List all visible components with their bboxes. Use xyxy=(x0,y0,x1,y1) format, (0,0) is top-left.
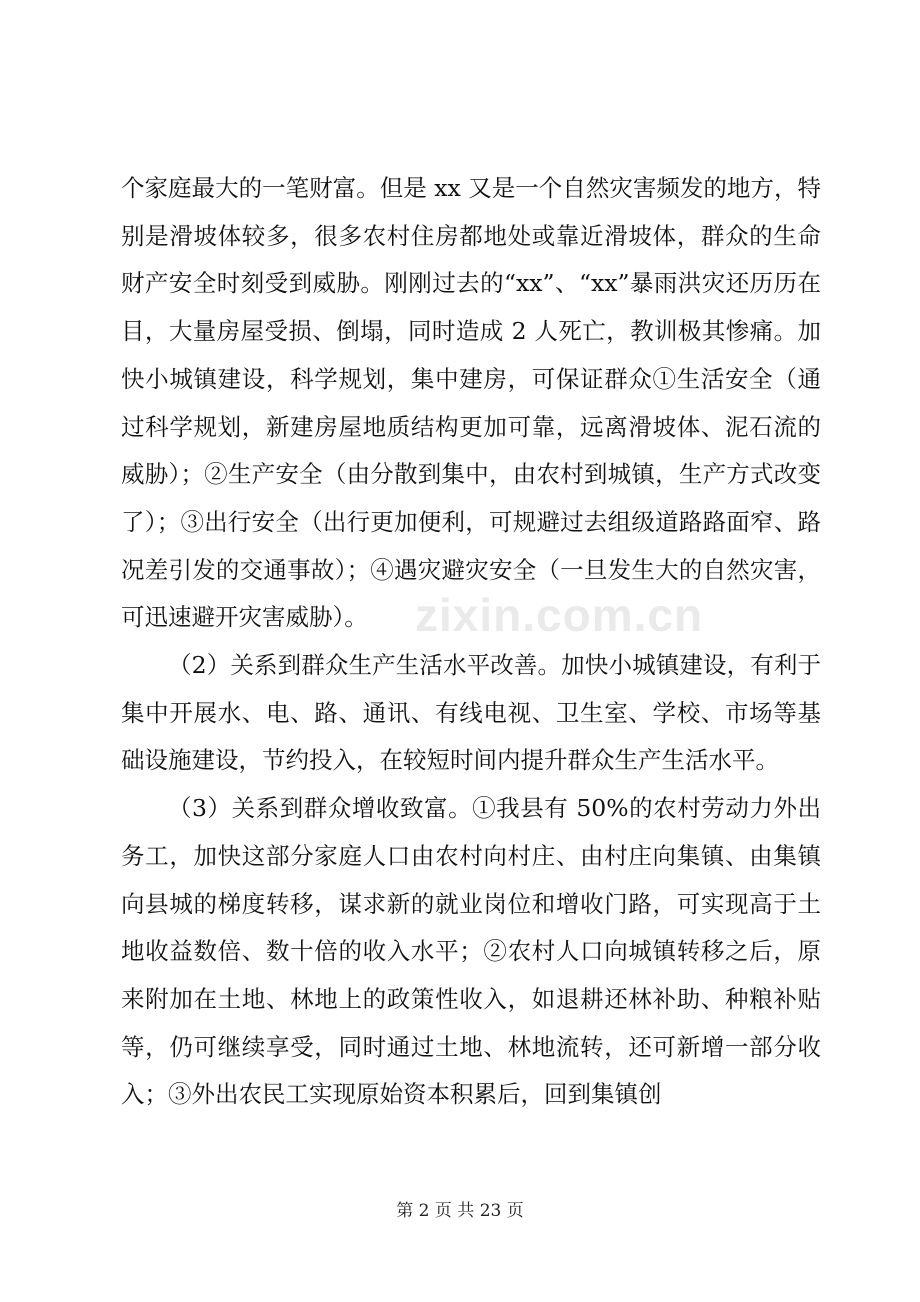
paragraph-3: （3）关系到群众增收致富。①我县有 50%的农村劳动力外出务工，加快这部分家庭人口由农村向村庄、由村庄向集镇、由集镇向县城的梯度转移，谋求新的就业岗位和增收门路，可实现高于土地收益数倍、数十倍的收入水平；②农村人口向城镇转移之后，原来附加在土地、林地上的政策性收入，如退耕还林补助、种粮补贴等，仍可继续享受，同时通过土地、林地流转，还可新增一部分收入；③外出农民工实现原始资本积累后，回到集镇创 xyxy=(121,794,821,1109)
watermark: zixin.com.cn xyxy=(415,589,704,641)
paragraph-1: 个家庭最大的一笔财富。但是 xx 又是一个自然灾害频发的地方，特别是滑坡体较多，很多农村住房都地处或靠近滑坡体，群众的生命财产安全时刻受到威胁。刚刚过去的“xx”、“xx”暴雨洪灾还历历在目，大量房屋受损、倒塌，同时造成 2 人死亡，教训极其惨痛。加快小城镇建设，科学规划，集中建房，可保证群众①生活安全（通过科学规划，新建房屋地质结构更加可靠，远离滑坡体、泥石流的威胁）；②生产安全（由分散到集中，由农村到城镇，生产方式改变了）；③出行安全（出行更加便利，可规避过去组级道路路面窄、路况差引发的交通事故）；④遇灾避灾安全（一旦发生大的自然灾害，可迅速避开灾害威胁）。 xyxy=(121,174,821,632)
document-body xyxy=(121,165,821,1119)
paragraph-2: （2）关系到群众生产生活水平改善。加快小城镇建设，有利于集中开展水、电、路、通讯、有线电视、卫生室、学校、市场等基础设施建设，节约投入，在较短时间内提升群众生产生活水平。 xyxy=(121,651,821,775)
page-footer: 第 2 页 共 23 页 xyxy=(396,1201,524,1221)
